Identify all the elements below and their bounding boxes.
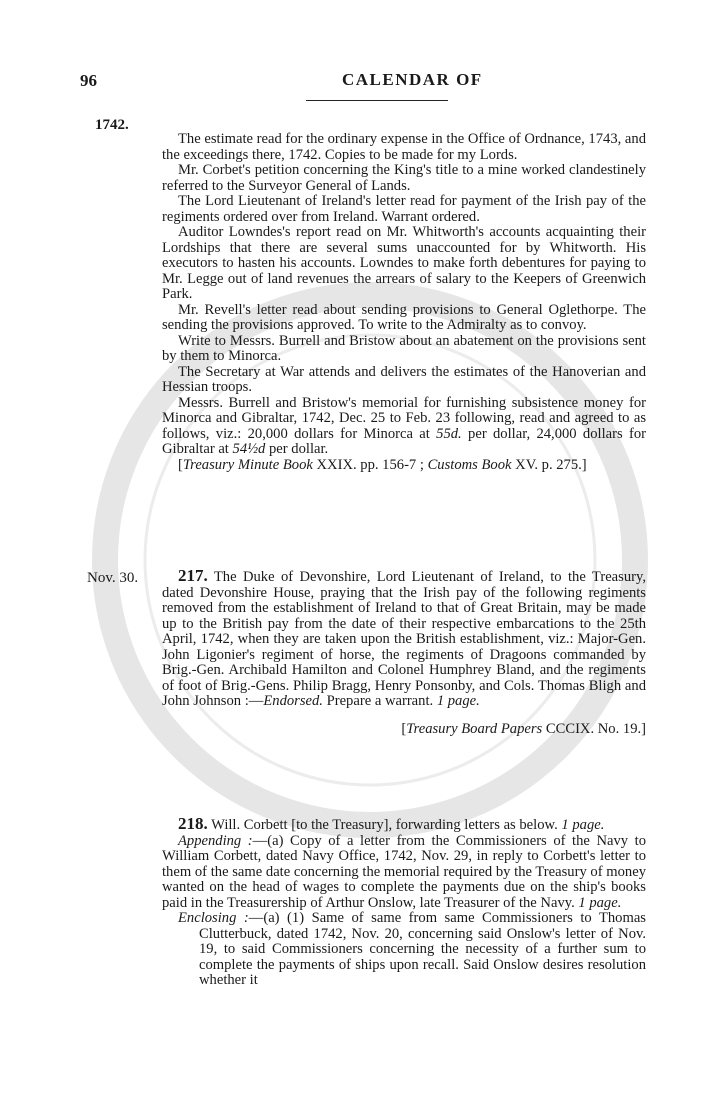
page-count: 1 page. bbox=[561, 817, 605, 833]
page-number: 96 bbox=[80, 71, 97, 90]
minute-paragraph: Mr. Corbet's petition concerning the King's title to a mine worked clandestinely referred to the Surveyor General of Lands. bbox=[162, 162, 646, 194]
minute-paragraph bbox=[162, 396, 646, 458]
running-title: CALENDAR OF bbox=[342, 70, 483, 89]
source-reference: [Treasury Minute Book XXIX. pp. 156-7 ; Customs Book XV. p. 275.] bbox=[178, 456, 587, 473]
endorsed-label: Endorsed. bbox=[263, 693, 323, 709]
appending-text: —(a) Copy of a letter from the Commissioners of the Navy to William Corbett, dated Navy Office, 1742, Nov. 29, in reply to Corbett's letter to them of the same date concerning the memorial required by the Treasury of money wanted on the head of wages to complete the payments due on the ship's books paid in the Treasurership of Arthur Onslow, late Treasurer of the Navy. bbox=[162, 832, 646, 911]
rate-minorca: 55d. bbox=[436, 425, 462, 442]
minute-paragraph: The estimate read for the ordinary expense in the Office of Ordnance, 1743, and the exceedings there, 1742. Copies to be made for my Lords. bbox=[162, 131, 646, 163]
minute-entries bbox=[162, 132, 646, 473]
entry-number: 218. bbox=[178, 814, 208, 833]
source-title: Customs Book bbox=[427, 456, 512, 473]
page-count: 1 page. bbox=[436, 693, 480, 709]
source-reference: [Treasury Board Papers CCCIX. No. 19.] bbox=[401, 720, 646, 737]
entry-218 bbox=[162, 816, 646, 989]
memorial-text: per dollar, 24,000 dollars for Gibraltar at bbox=[162, 425, 646, 457]
margin-date-217: Nov. 30. bbox=[87, 570, 139, 586]
minute-paragraph: Auditor Lowndes's report read on Mr. Whitworth's accounts acquainting their Lordships that there are several sums unaccounted for by Whitworth. His executors to hasten his accounts. Lowndes to make forth debentures for paying to Mr. Legge out of land revenues the arrears of salary to the Keepers of Greenwich Park. bbox=[162, 224, 646, 302]
entry-body: The Duke of Devonshire, Lord Lieutenant of Ireland, to the Treasury, dated Devonshire House, praying that the Irish pay of the following regiments removed from the establishment of Ireland to that of Great Britain, may be made up to the British pay from the date of their respective embarcations to the 25th April, 1742, when they are taken upon the British establishment, viz.: Major-Gen. John Ligonier's regiment of horse, the regiments of Dragoons commanded by Brig.-Gen. Archibald Hamilton and Colonel Humphrey Bland, and the regiments of foot of Brig.-Gens. Philip Bragg, Henry Ponsonby, and Cols. Thomas Bligh and John Johnson :— bbox=[162, 569, 646, 709]
minute-paragraph: The Lord Lieutenant of Ireland's letter read for payment of the Irish pay of the regiments ordered over from Ireland. Warrant ordered. bbox=[162, 193, 646, 225]
enclosing-text: —(a) (1) Same of same from same Commissioners to Thomas Clutterbuck, dated 1742, Nov. 20, concerning said Onslow's letter of Nov. 19, to said Commissioners concerning the necessity of a further sum to complete the payments of ships upon recall. Said Onslow desires resolution whether it bbox=[199, 910, 646, 988]
memorial-text: per dollar. bbox=[265, 441, 329, 457]
entry-body: Will. Corbett [to the Treasury], forwarding letters as below. bbox=[207, 817, 562, 833]
entry-218-text bbox=[162, 816, 646, 834]
minute-paragraph: The Secretary at War attends and delivers the estimates of the Hanoverian and Hessian troops. bbox=[162, 363, 646, 395]
page-count: 1 page. bbox=[578, 894, 622, 911]
entry-body: Prepare a warrant. bbox=[322, 693, 434, 709]
minute-paragraph: Write to Messrs. Burrell and Bristow about an abatement on the provisions sent by them to Minorca. bbox=[162, 332, 646, 364]
memorial-text: Messrs. Burrell and Bristow's memorial for furnishing subsistence money for Minorca and Gibraltar, 1742, Dec. 25 to Feb. 23 following, read and agreed to as follows, viz.: 20,000 dollars for Minorca at bbox=[162, 394, 646, 442]
source-title: Treasury Minute Book bbox=[182, 456, 313, 473]
entry-number: 217. bbox=[178, 566, 208, 585]
source-title: Treasury Board Papers bbox=[406, 720, 543, 737]
entry-217-text bbox=[162, 568, 646, 710]
enclosing-paragraph bbox=[162, 911, 646, 989]
enclosing-label: Enclosing : bbox=[178, 910, 249, 926]
header-rule bbox=[306, 100, 448, 101]
margin-year: 1742. bbox=[95, 117, 129, 133]
rate-gibraltar: 54½d bbox=[232, 441, 266, 457]
appending-paragraph bbox=[162, 834, 646, 912]
appending-label: Appending : bbox=[178, 832, 253, 849]
entry-217 bbox=[162, 568, 646, 737]
minute-paragraph: Mr. Revell's letter read about sending provisions to General Oglethorpe. The sending the provisions approved. To write to the Admiralty as to convoy. bbox=[162, 301, 646, 333]
